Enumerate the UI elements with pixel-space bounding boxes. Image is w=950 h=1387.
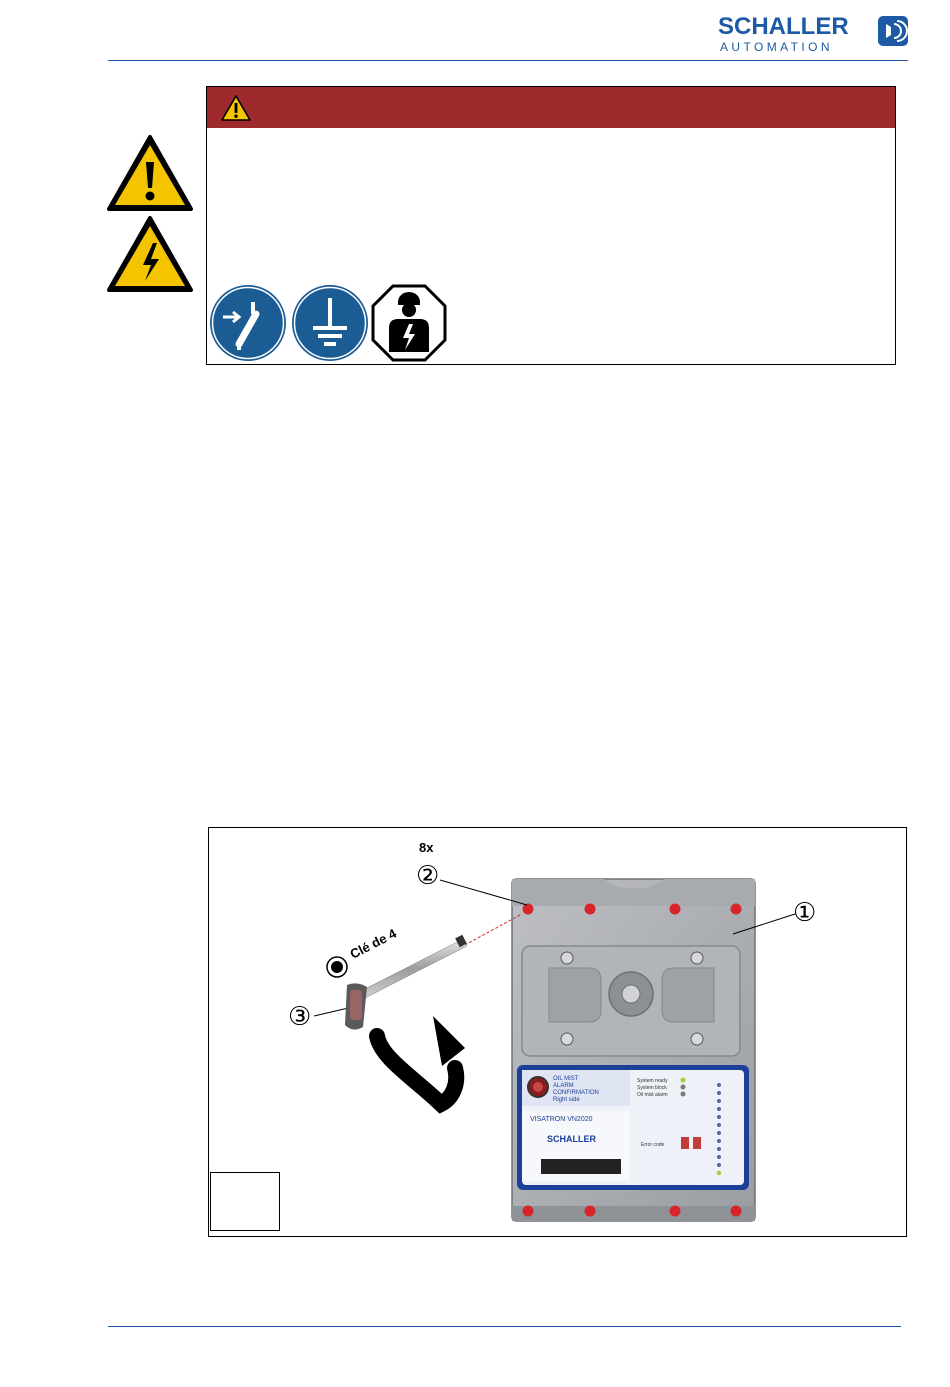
status-label-2: System block — [637, 1085, 667, 1091]
figure-index-box — [210, 1172, 280, 1231]
general-warning-icon — [106, 134, 194, 212]
panel-text-2: ALARM — [553, 1083, 574, 1089]
footer-divider — [108, 1326, 901, 1327]
rotation-arrow-icon — [377, 1016, 465, 1104]
device-model-label: VISATRON VN2020 — [530, 1116, 593, 1123]
callout-1-marker: ① — [793, 898, 817, 928]
electrical-hazard-icon — [106, 215, 194, 293]
device-front-panel — [517, 1065, 749, 1190]
installation-figure — [209, 828, 908, 1238]
company-logo — [718, 13, 878, 54]
logo-mark-icon — [877, 15, 909, 47]
panel-text-1: OIL MIST — [553, 1076, 579, 1082]
callout-2-marker: ② — [416, 861, 440, 891]
device-brand-label: SCHALLER — [547, 1134, 596, 1144]
disconnect-before-work-icon — [209, 284, 287, 362]
status-label-3: Oil mist alarm — [637, 1092, 668, 1098]
panel-text-3: CONFIRMATION — [553, 1090, 599, 1096]
count-label: 8x — [419, 840, 434, 855]
logo-brand-main: SCHALLER — [718, 13, 849, 40]
header-divider — [108, 60, 908, 61]
warning-header-bar — [207, 87, 895, 128]
warning-triangle-icon — [221, 95, 251, 121]
callout-3-marker: ③ — [288, 1002, 312, 1032]
panel-text-4: Right side — [553, 1097, 580, 1103]
logo-brand-sub: AUTOMATION — [720, 40, 833, 54]
earth-ground-icon — [291, 284, 369, 362]
qualified-electrician-icon — [371, 284, 447, 362]
wrench-size-label: Clé de 4 — [347, 925, 399, 962]
status-label-1: System ready — [637, 1078, 668, 1084]
figure-frame — [208, 827, 907, 1237]
error-code-label: Error code — [641, 1142, 665, 1148]
